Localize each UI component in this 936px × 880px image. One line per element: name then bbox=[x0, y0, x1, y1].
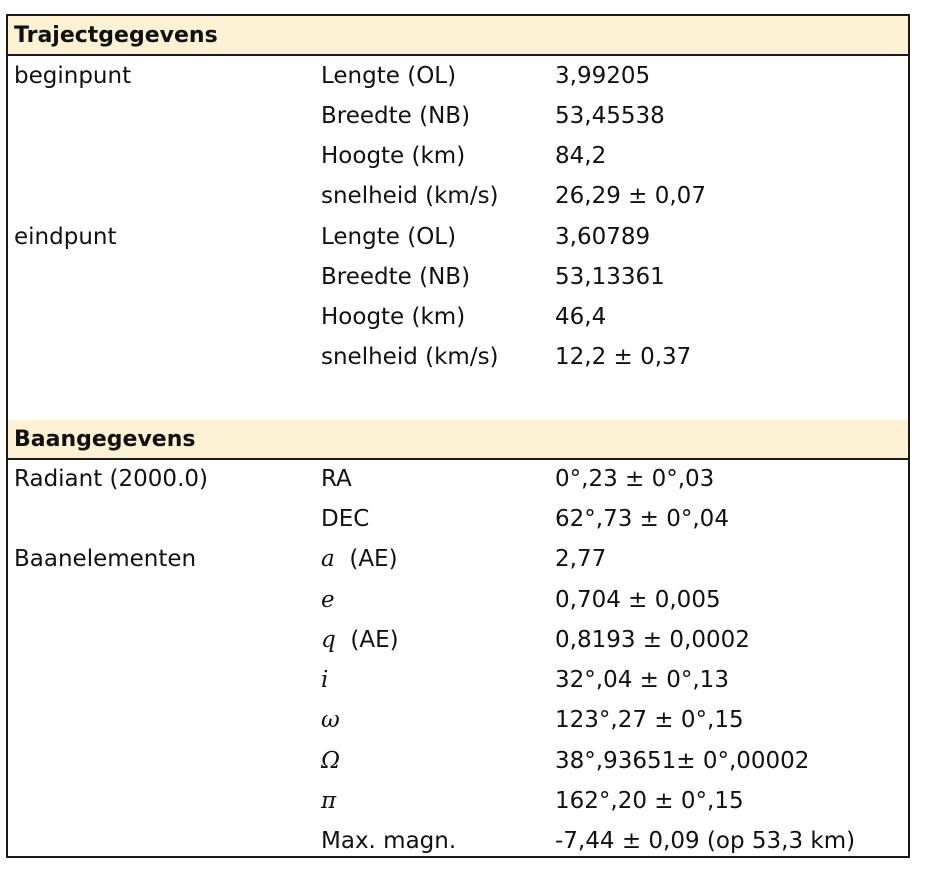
row-value: -7,44 ± 0,09 (op 53,3 km) bbox=[555, 828, 856, 854]
row-value: 3,99205 bbox=[555, 63, 651, 89]
data-table bbox=[6, 14, 910, 858]
orbit-unit: (AE) bbox=[350, 627, 399, 653]
row-label bbox=[321, 788, 336, 814]
row-label: Max. magn. bbox=[321, 828, 457, 854]
orbit-symbol: i bbox=[321, 667, 329, 693]
table-row bbox=[8, 783, 908, 823]
table-row bbox=[8, 702, 908, 742]
row-label bbox=[321, 748, 340, 774]
row-group: Radiant (2000.0) bbox=[14, 466, 208, 492]
row-label bbox=[321, 667, 328, 693]
row-label: Hoogte (km) bbox=[321, 143, 466, 169]
row-label: Lengte (OL) bbox=[321, 224, 457, 250]
row-label: DEC bbox=[321, 506, 370, 532]
row-label: snelheid (km/s) bbox=[321, 344, 499, 370]
orbit-symbol: e bbox=[321, 587, 335, 613]
table-row bbox=[8, 743, 908, 783]
row-value: 123°,27 ± 0°,15 bbox=[555, 707, 744, 733]
row-label bbox=[321, 587, 335, 613]
row-label bbox=[321, 707, 340, 733]
table-row bbox=[8, 259, 908, 299]
row-value: 0,8193 ± 0,0002 bbox=[555, 627, 750, 653]
row-label: Hoogte (km) bbox=[321, 304, 466, 330]
row-value: 0,704 ± 0,005 bbox=[555, 587, 721, 613]
row-value: 53,45538 bbox=[555, 103, 665, 129]
section-title: Trajectgegevens bbox=[14, 23, 218, 48]
table-row bbox=[8, 582, 908, 622]
table-row bbox=[8, 662, 908, 702]
row-label bbox=[321, 627, 399, 653]
orbit-symbol: a bbox=[321, 546, 335, 572]
row-value: 53,13361 bbox=[555, 264, 665, 290]
row-value: 2,77 bbox=[555, 546, 607, 572]
table-row bbox=[8, 823, 908, 863]
orbit-symbol: q bbox=[321, 627, 336, 653]
row-value: 38°,93651± 0°,00002 bbox=[555, 748, 810, 774]
section-header-orbit bbox=[8, 420, 908, 460]
table-row bbox=[8, 541, 908, 581]
table-row bbox=[8, 219, 908, 259]
row-label bbox=[321, 546, 398, 572]
row-value: 26,29 ± 0,07 bbox=[555, 183, 706, 209]
row-group: beginpunt bbox=[14, 63, 132, 89]
table-row bbox=[8, 58, 908, 98]
row-value: 84,2 bbox=[555, 143, 607, 169]
table-row bbox=[8, 98, 908, 138]
row-value: 46,4 bbox=[555, 304, 607, 330]
table-row bbox=[8, 138, 908, 178]
section-header-trajectory bbox=[8, 16, 908, 56]
section-title: Baangegevens bbox=[14, 427, 196, 452]
orbit-symbol: Ω bbox=[321, 748, 341, 774]
table-row bbox=[8, 501, 908, 541]
orbit-unit: (AE) bbox=[349, 546, 398, 572]
row-value: 32°,04 ± 0°,13 bbox=[555, 667, 729, 693]
row-label: Breedte (NB) bbox=[321, 264, 471, 290]
row-label: Breedte (NB) bbox=[321, 103, 471, 129]
table-row bbox=[8, 339, 908, 379]
row-value: 12,2 ± 0,37 bbox=[555, 344, 692, 370]
table-row bbox=[8, 461, 908, 501]
table-row bbox=[8, 299, 908, 339]
row-value: 3,60789 bbox=[555, 224, 651, 250]
row-value: 162°,20 ± 0°,15 bbox=[555, 788, 744, 814]
row-label: Lengte (OL) bbox=[321, 63, 457, 89]
table-row bbox=[8, 178, 908, 218]
row-label: snelheid (km/s) bbox=[321, 183, 499, 209]
row-label: RA bbox=[321, 466, 352, 492]
table-row bbox=[8, 622, 908, 662]
row-group: Baanelementen bbox=[14, 546, 197, 572]
orbit-symbol: ω bbox=[321, 707, 340, 733]
row-group: eindpunt bbox=[14, 224, 117, 250]
row-value: 62°,73 ± 0°,04 bbox=[555, 506, 729, 532]
orbit-symbol: π bbox=[321, 788, 337, 814]
row-value: 0°,23 ± 0°,03 bbox=[555, 466, 715, 492]
